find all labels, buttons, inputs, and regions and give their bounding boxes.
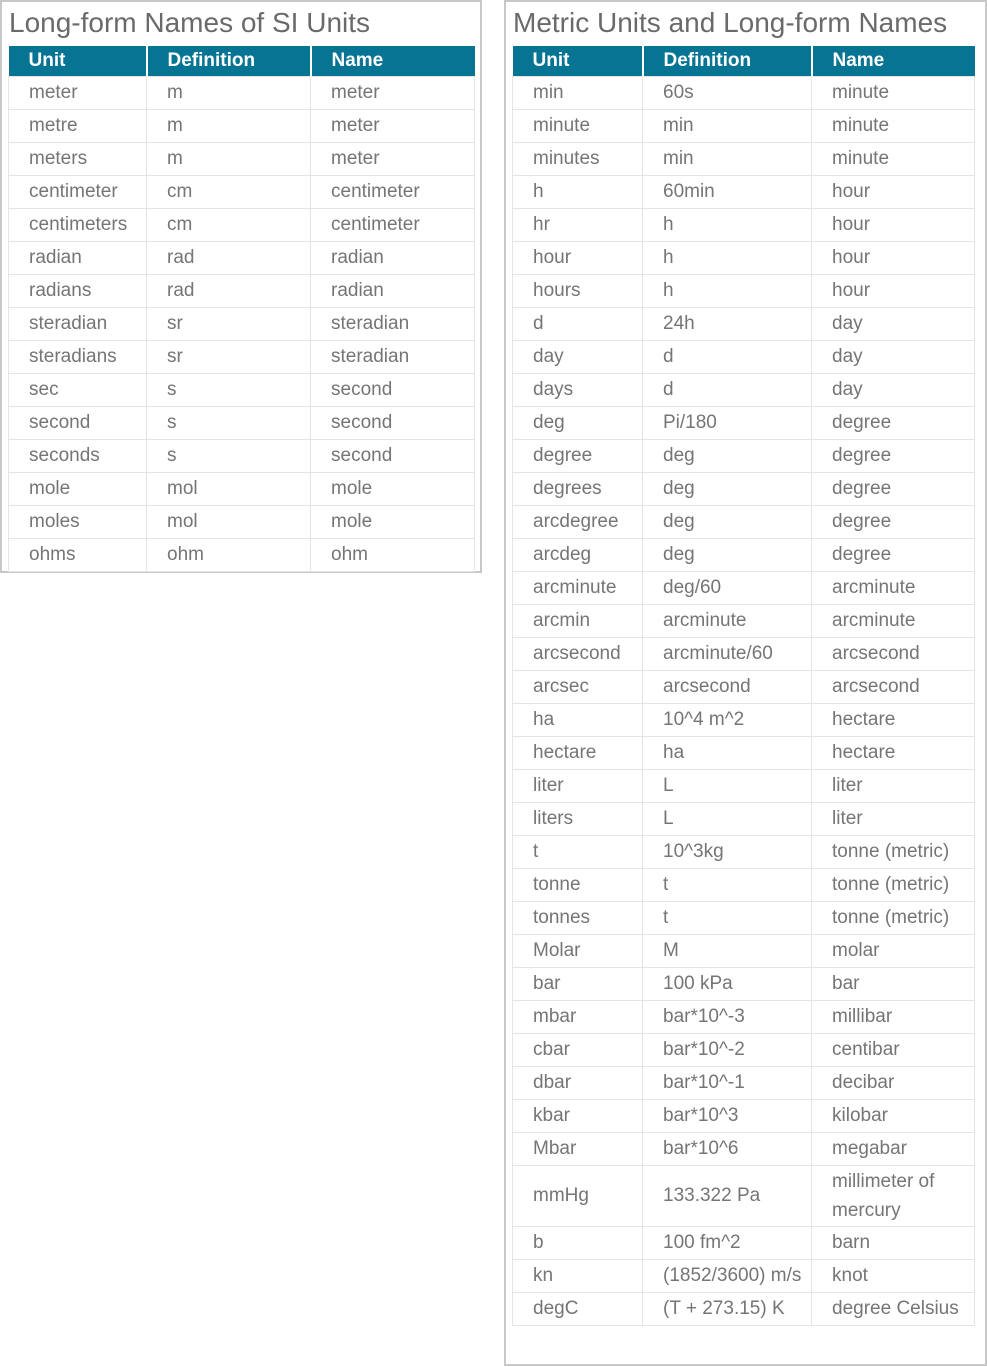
- cell-definition: min: [643, 109, 812, 142]
- cell-definition: m: [147, 76, 311, 109]
- table-row: [513, 208, 975, 241]
- cell-definition: 133.322 Pa: [643, 1165, 812, 1226]
- cell-definition: L: [643, 802, 812, 835]
- cell-name: meter: [311, 109, 475, 142]
- cell-name: molar: [812, 934, 975, 967]
- cell-definition: t: [643, 901, 812, 934]
- cell-name: hectare: [812, 736, 975, 769]
- table-row: [9, 109, 475, 142]
- cell-definition: 24h: [643, 307, 812, 340]
- table-row: [9, 76, 475, 109]
- cell-unit: arcdegree: [513, 505, 643, 538]
- cell-definition: mol: [147, 505, 311, 538]
- table-row: [513, 1066, 975, 1099]
- table-row: [513, 340, 975, 373]
- cell-name: degree: [812, 439, 975, 472]
- cell-unit: hours: [513, 274, 643, 307]
- cell-name: tonne (metric): [812, 835, 975, 868]
- cell-unit: day: [513, 340, 643, 373]
- cell-definition: ha: [643, 736, 812, 769]
- table-row: [513, 142, 975, 175]
- table-row: [513, 736, 975, 769]
- cell-unit: Mbar: [513, 1132, 643, 1165]
- table-row: [9, 274, 475, 307]
- cell-name: decibar: [812, 1066, 975, 1099]
- cell-unit: days: [513, 373, 643, 406]
- table-row: [513, 967, 975, 1000]
- cell-unit: minutes: [513, 142, 643, 175]
- table-row: [513, 637, 975, 670]
- cell-definition: ohm: [147, 538, 311, 571]
- cell-name: degree: [812, 505, 975, 538]
- table-row: [513, 1226, 975, 1259]
- cell-definition: sr: [147, 307, 311, 340]
- cell-name: arcsecond: [812, 637, 975, 670]
- cell-definition: L: [643, 769, 812, 802]
- column-header-name: Name: [812, 46, 975, 76]
- table-row: [513, 1259, 975, 1292]
- table-row: [513, 769, 975, 802]
- cell-name: liter: [812, 769, 975, 802]
- table-row: [513, 934, 975, 967]
- cell-name: hour: [812, 208, 975, 241]
- panel-title: Long-form Names of SI Units: [9, 7, 371, 38]
- table-row: [9, 142, 475, 175]
- table-row: [9, 307, 475, 340]
- cell-name: kilobar: [812, 1099, 975, 1132]
- table-row: [9, 373, 475, 406]
- cell-name: barn: [812, 1226, 975, 1259]
- cell-name: ohm: [311, 538, 475, 571]
- cell-unit: liter: [513, 769, 643, 802]
- cell-unit: liters: [513, 802, 643, 835]
- cell-unit: second: [9, 406, 147, 439]
- table-row: [9, 538, 475, 571]
- table-row: [513, 901, 975, 934]
- cell-unit: seconds: [9, 439, 147, 472]
- cell-definition: bar*10^3: [643, 1099, 812, 1132]
- cell-name: mole: [311, 505, 475, 538]
- cell-unit: radian: [9, 241, 147, 274]
- table-row: [513, 439, 975, 472]
- cell-definition: arcminute: [643, 604, 812, 637]
- table-row: [513, 1165, 975, 1226]
- cell-unit: mbar: [513, 1000, 643, 1033]
- cell-definition: d: [643, 373, 812, 406]
- cell-name: arcminute: [812, 604, 975, 637]
- cell-definition: deg/60: [643, 571, 812, 604]
- cell-name: steradian: [311, 340, 475, 373]
- cell-name: millimeter of mercury: [812, 1165, 975, 1226]
- table-row: [513, 703, 975, 736]
- cell-name: arcminute: [812, 571, 975, 604]
- cell-unit: steradians: [9, 340, 147, 373]
- cell-name: degree: [812, 472, 975, 505]
- table-row: [513, 1033, 975, 1066]
- table-row: [513, 406, 975, 439]
- column-header-unit: Unit: [9, 46, 147, 76]
- cell-name: meter: [311, 76, 475, 109]
- table-row: [513, 571, 975, 604]
- cell-name: hectare: [812, 703, 975, 736]
- cell-name: hour: [812, 274, 975, 307]
- table-row: [513, 1132, 975, 1165]
- cell-definition: rad: [147, 241, 311, 274]
- cell-unit: moles: [9, 505, 147, 538]
- table-row: [513, 604, 975, 637]
- table-row: [513, 472, 975, 505]
- cell-name: day: [812, 307, 975, 340]
- cell-name: centibar: [812, 1033, 975, 1066]
- cell-name: meter: [311, 142, 475, 175]
- table-row: [9, 208, 475, 241]
- cell-definition: deg: [643, 505, 812, 538]
- table-row: [513, 76, 975, 109]
- cell-name: millibar: [812, 1000, 975, 1033]
- cell-name: second: [311, 439, 475, 472]
- cell-name: second: [311, 373, 475, 406]
- cell-unit: arcsec: [513, 670, 643, 703]
- cell-name: radian: [311, 241, 475, 274]
- table-row: [513, 1292, 975, 1325]
- cell-definition: m: [147, 142, 311, 175]
- cell-unit: tonnes: [513, 901, 643, 934]
- cell-name: degree: [812, 406, 975, 439]
- cell-name: day: [812, 373, 975, 406]
- table-row: [9, 340, 475, 373]
- cell-unit: hr: [513, 208, 643, 241]
- cell-unit: meters: [9, 142, 147, 175]
- cell-definition: s: [147, 439, 311, 472]
- cell-definition: sr: [147, 340, 311, 373]
- cell-definition: h: [643, 274, 812, 307]
- column-header-definition: Definition: [147, 46, 311, 76]
- cell-unit: kbar: [513, 1099, 643, 1132]
- table-header-row: [9, 46, 475, 76]
- cell-unit: radians: [9, 274, 147, 307]
- cell-definition: 100 kPa: [643, 967, 812, 1000]
- cell-unit: steradian: [9, 307, 147, 340]
- cell-definition: (1852/3600) m/s: [643, 1259, 812, 1292]
- cell-definition: bar*10^6: [643, 1132, 812, 1165]
- cell-unit: deg: [513, 406, 643, 439]
- si-units-panel: [0, 0, 482, 573]
- cell-unit: minute: [513, 109, 643, 142]
- cell-unit: tonne: [513, 868, 643, 901]
- cell-unit: arcdeg: [513, 538, 643, 571]
- table-row: [9, 439, 475, 472]
- table-row: [513, 109, 975, 142]
- table-row: [513, 307, 975, 340]
- cell-unit: degC: [513, 1292, 643, 1325]
- cell-unit: ohms: [9, 538, 147, 571]
- cell-definition: deg: [643, 439, 812, 472]
- cell-definition: s: [147, 406, 311, 439]
- cell-unit: cbar: [513, 1033, 643, 1066]
- table-row: [9, 505, 475, 538]
- cell-unit: mole: [9, 472, 147, 505]
- cell-definition: M: [643, 934, 812, 967]
- table-row: [513, 1000, 975, 1033]
- table-header-row: [513, 46, 975, 76]
- cell-unit: degree: [513, 439, 643, 472]
- cell-name: degree: [812, 538, 975, 571]
- table-row: [9, 241, 475, 274]
- cell-unit: arcminute: [513, 571, 643, 604]
- cell-definition: min: [643, 142, 812, 175]
- si-units-table: [8, 46, 475, 572]
- cell-name: radian: [311, 274, 475, 307]
- cell-name: minute: [812, 142, 975, 175]
- cell-name: minute: [812, 76, 975, 109]
- table-row: [513, 802, 975, 835]
- cell-unit: centimeters: [9, 208, 147, 241]
- cell-name: knot: [812, 1259, 975, 1292]
- cell-definition: bar*10^-3: [643, 1000, 812, 1033]
- cell-name: tonne (metric): [812, 901, 975, 934]
- cell-name: liter: [812, 802, 975, 835]
- cell-unit: degrees: [513, 472, 643, 505]
- cell-name: megabar: [812, 1132, 975, 1165]
- cell-unit: dbar: [513, 1066, 643, 1099]
- cell-name: centimeter: [311, 208, 475, 241]
- cell-name: minute: [812, 109, 975, 142]
- cell-name: day: [812, 340, 975, 373]
- cell-definition: 100 fm^2: [643, 1226, 812, 1259]
- cell-unit: meter: [9, 76, 147, 109]
- panel-title: Metric Units and Long-form Names: [513, 7, 948, 38]
- cell-definition: m: [147, 109, 311, 142]
- cell-name: arcsecond: [812, 670, 975, 703]
- table-row: [513, 835, 975, 868]
- cell-unit: t: [513, 835, 643, 868]
- cell-definition: bar*10^-2: [643, 1033, 812, 1066]
- cell-name: bar: [812, 967, 975, 1000]
- cell-unit: arcsecond: [513, 637, 643, 670]
- cell-definition: 60s: [643, 76, 812, 109]
- table-row: [513, 373, 975, 406]
- cell-unit: kn: [513, 1259, 643, 1292]
- table-row: [513, 175, 975, 208]
- cell-definition: t: [643, 868, 812, 901]
- cell-name: degree Celsius: [812, 1292, 975, 1325]
- table-row: [513, 274, 975, 307]
- cell-definition: (T + 273.15) K: [643, 1292, 812, 1325]
- cell-definition: bar*10^-1: [643, 1066, 812, 1099]
- table-row: [513, 868, 975, 901]
- table-row: [9, 406, 475, 439]
- cell-definition: d: [643, 340, 812, 373]
- cell-name: hour: [812, 241, 975, 274]
- cell-definition: mol: [147, 472, 311, 505]
- cell-definition: deg: [643, 472, 812, 505]
- metric-units-panel: [504, 0, 987, 1366]
- cell-definition: cm: [147, 175, 311, 208]
- cell-unit: hour: [513, 241, 643, 274]
- cell-unit: metre: [9, 109, 147, 142]
- cell-definition: 10^3kg: [643, 835, 812, 868]
- table-row: [513, 505, 975, 538]
- column-header-definition: Definition: [643, 46, 812, 76]
- cell-definition: arcsecond: [643, 670, 812, 703]
- cell-definition: deg: [643, 538, 812, 571]
- table-row: [513, 1099, 975, 1132]
- cell-unit: centimeter: [9, 175, 147, 208]
- cell-unit: h: [513, 175, 643, 208]
- cell-unit: hectare: [513, 736, 643, 769]
- cell-name: second: [311, 406, 475, 439]
- cell-unit: d: [513, 307, 643, 340]
- table-row: [513, 241, 975, 274]
- cell-unit: sec: [9, 373, 147, 406]
- cell-name: tonne (metric): [812, 868, 975, 901]
- cell-definition: s: [147, 373, 311, 406]
- column-header-unit: Unit: [513, 46, 643, 76]
- cell-definition: cm: [147, 208, 311, 241]
- cell-definition: rad: [147, 274, 311, 307]
- cell-definition: arcminute/60: [643, 637, 812, 670]
- table-row: [513, 670, 975, 703]
- cell-definition: 10^4 m^2: [643, 703, 812, 736]
- cell-unit: mmHg: [513, 1165, 643, 1226]
- cell-name: hour: [812, 175, 975, 208]
- column-header-name: Name: [311, 46, 475, 76]
- cell-unit: ha: [513, 703, 643, 736]
- table-row: [9, 175, 475, 208]
- table-row: [9, 472, 475, 505]
- cell-name: centimeter: [311, 175, 475, 208]
- cell-unit: bar: [513, 967, 643, 1000]
- cell-unit: min: [513, 76, 643, 109]
- cell-unit: Molar: [513, 934, 643, 967]
- cell-definition: h: [643, 208, 812, 241]
- cell-unit: b: [513, 1226, 643, 1259]
- cell-name: steradian: [311, 307, 475, 340]
- metric-units-table: [512, 46, 975, 1326]
- cell-definition: h: [643, 241, 812, 274]
- cell-name: mole: [311, 472, 475, 505]
- cell-definition: Pi/180: [643, 406, 812, 439]
- cell-unit: arcmin: [513, 604, 643, 637]
- table-row: [513, 538, 975, 571]
- cell-definition: 60min: [643, 175, 812, 208]
